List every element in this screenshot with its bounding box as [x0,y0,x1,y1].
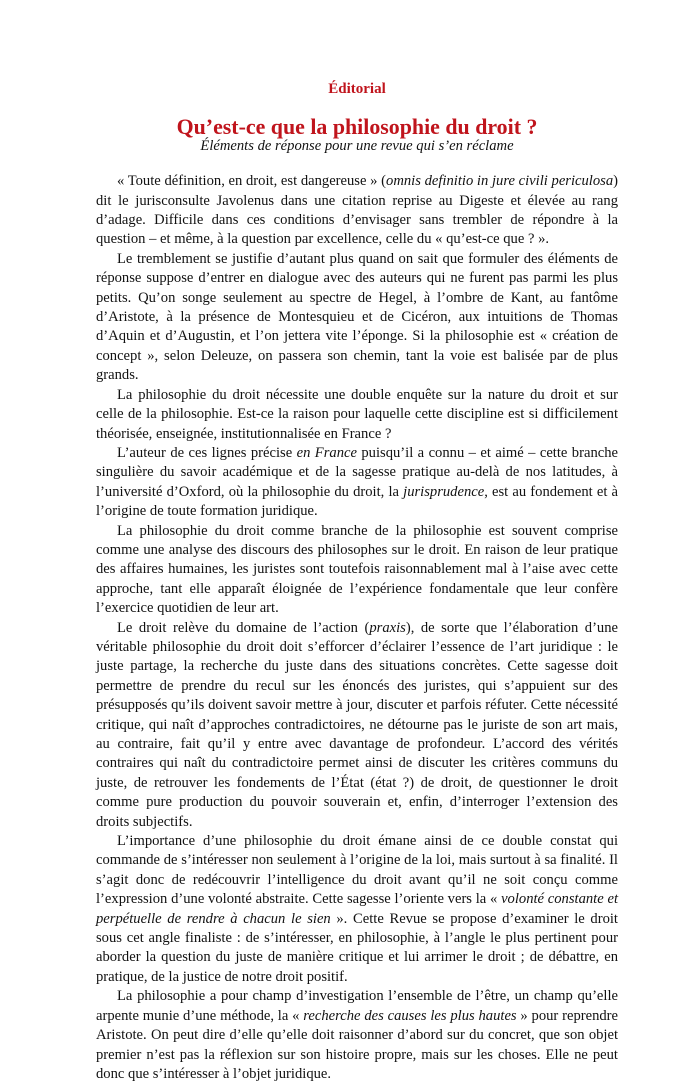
text-run: Le droit relève du domaine de l’action ( [117,619,370,636]
body-paragraph [96,619,618,832]
body-paragraph [96,444,618,522]
body-paragraph [96,522,618,619]
text-run: ) dit le jurisconsulte Javolenus dans une citation reprise au Digeste et élevée au rang d’adage. Difficile dans ces conditions d’envisager sans trembler de répondre à la question – et même, à la question par excellence, celle du « qu’est-ce que ? ». [96,173,619,248]
text-run: ». Cette Revue se propose d’examiner le droit sous cet angle finaliste : de s’intéresser, en philosophie, à l’angle le plus pertinent pour aborder la question du juste de manière critique et lui arrimer le droit ; de débattre, en pratique, de la justice de notre droit positif. [96,910,618,985]
italic-phrase: omnis definitio in jure civili periculosa [386,173,614,190]
text-run: » pour reprendre Aristote. On peut dire d’elle qu’elle doit raisonner d’abord sur du concret, que son objet premier n’est pas la réflexion sur son histoire propre, mais sur les choses. Elle ne peut donc que s’intéresser à l’objet juridique. [96,1007,619,1082]
editorial-body [96,172,618,1084]
body-paragraph [96,832,618,987]
body-paragraph [96,250,618,386]
text-run: La philosophie du droit nécessite une double enquête sur la nature du droit et sur celle de la philosophie. Est-ce la raison pour laquelle cette discipline est si difficilement théorisée, enseignée, institutionnalisée en France ? [96,386,618,442]
italic-phrase: praxis [369,619,406,636]
body-paragraph [96,987,618,1084]
text-run: , est au fondement et à l’origine de toute formation juridique. [96,483,618,520]
text-run: Le tremblement se justifie d’autant plus quand on sait que formuler des éléments de réponse suppose d’entrer en dialogue avec des auteurs qui ne furent pas parmi les plus petits. Qu’on songe seulement au spectre de Hegel, à l’ombre de Kant, au fantôme d’Aristote, à la présence de Montesquieu et de Cicéron, aux intuitions de Thomas d’Aquin et d’Augustin, et l’on jettera vite l’éponge. Si la philosophie est « création de concept », selon Deleuze, on passera son chemin, tant la voie est balisée par de plus grands. [96,250,618,384]
body-paragraph [96,172,618,250]
text-run: L’importance d’une philosophie du droit émane ainsi de ce double constat qui commande de s’intéresser non seulement à l’origine de la loi, mais surtout à sa finalité. Il s’agit donc de redécouvrir l’intelligence du droit avant qu’il ne soit conçu comme l’expression d’une volonté abstraite. Cette sagesse l’oriente vers la « [96,833,618,908]
text-run: La philosophie a pour champ d’investigation l’ensemble de l’être, un champ qu’elle arpente munie d’une méthode, la « [96,988,618,1024]
document-page [96,80,618,1084]
text-run: puisqu’il a connu – et aimé – cette branche singulière du savoir académique et de la sagesse pratique au-delà de nos latitudes, à l’université d’Oxford, où la philosophie du droit, la [96,444,618,500]
section-heading: Éditorial [328,81,386,97]
editorial-title: Qu’est-ce que la philosophie du droit ? [176,114,538,140]
text-run: L’auteur de ces lignes précise [117,444,297,461]
editorial-subtitle: Éléments de réponse pour une revue qui s’en réclame [200,137,514,154]
text-run: La philosophie du droit comme branche de la philosophie est souvent comprise comme une analyse des discours des philosophes sur le droit. En raison de leur pratique des affaires humaines, les juristes sont toutefois raisonnablement mal à l’aise avec cette approche, tant elle apparaît éloignée de l’expérience fondamentale que leur confère l’exercice quotidien de leur art. [96,522,618,617]
text-run: « Toute définition, en droit, est dangereuse » ( [117,173,387,190]
italic-phrase: volonté constante et perpétuelle de rendre à chacun le sien [96,891,618,927]
italic-phrase: jurisprudence [403,483,485,500]
body-paragraph [96,386,618,444]
italic-phrase: en France [296,444,357,461]
text-run: ), de sorte que l’élaboration d’une véritable philosophie du droit doit s’efforcer d’éclairer l’essence de l’art juridique : le juste partage, la recherche du juste dans des situations concrètes. Cette sagesse doit permettre de prendre du recul sur les énoncés des juristes, qui s’appuient sur des présupposés qu’ils doivent savoir mettre à jour, discuter et parfois réfuter. Cette nécessité critique, qui naît d’approches contradictoires, ne détourne pas le juriste de son art mais, au contraire, fait qu’il y entre avec davantage de profondeur. L’accord des vérités contraires qui naît du contradictoire permet ainsi de discuter les critères communs du juste, de retrouver les fondements de l’État (état ?) de droit, de questionner le droit comme pure production du pouvoir souverain et, enfin, d’interroger l’extension des droits subjectifs. [96,619,618,830]
italic-phrase: recherche des causes les plus hautes [303,1007,517,1024]
